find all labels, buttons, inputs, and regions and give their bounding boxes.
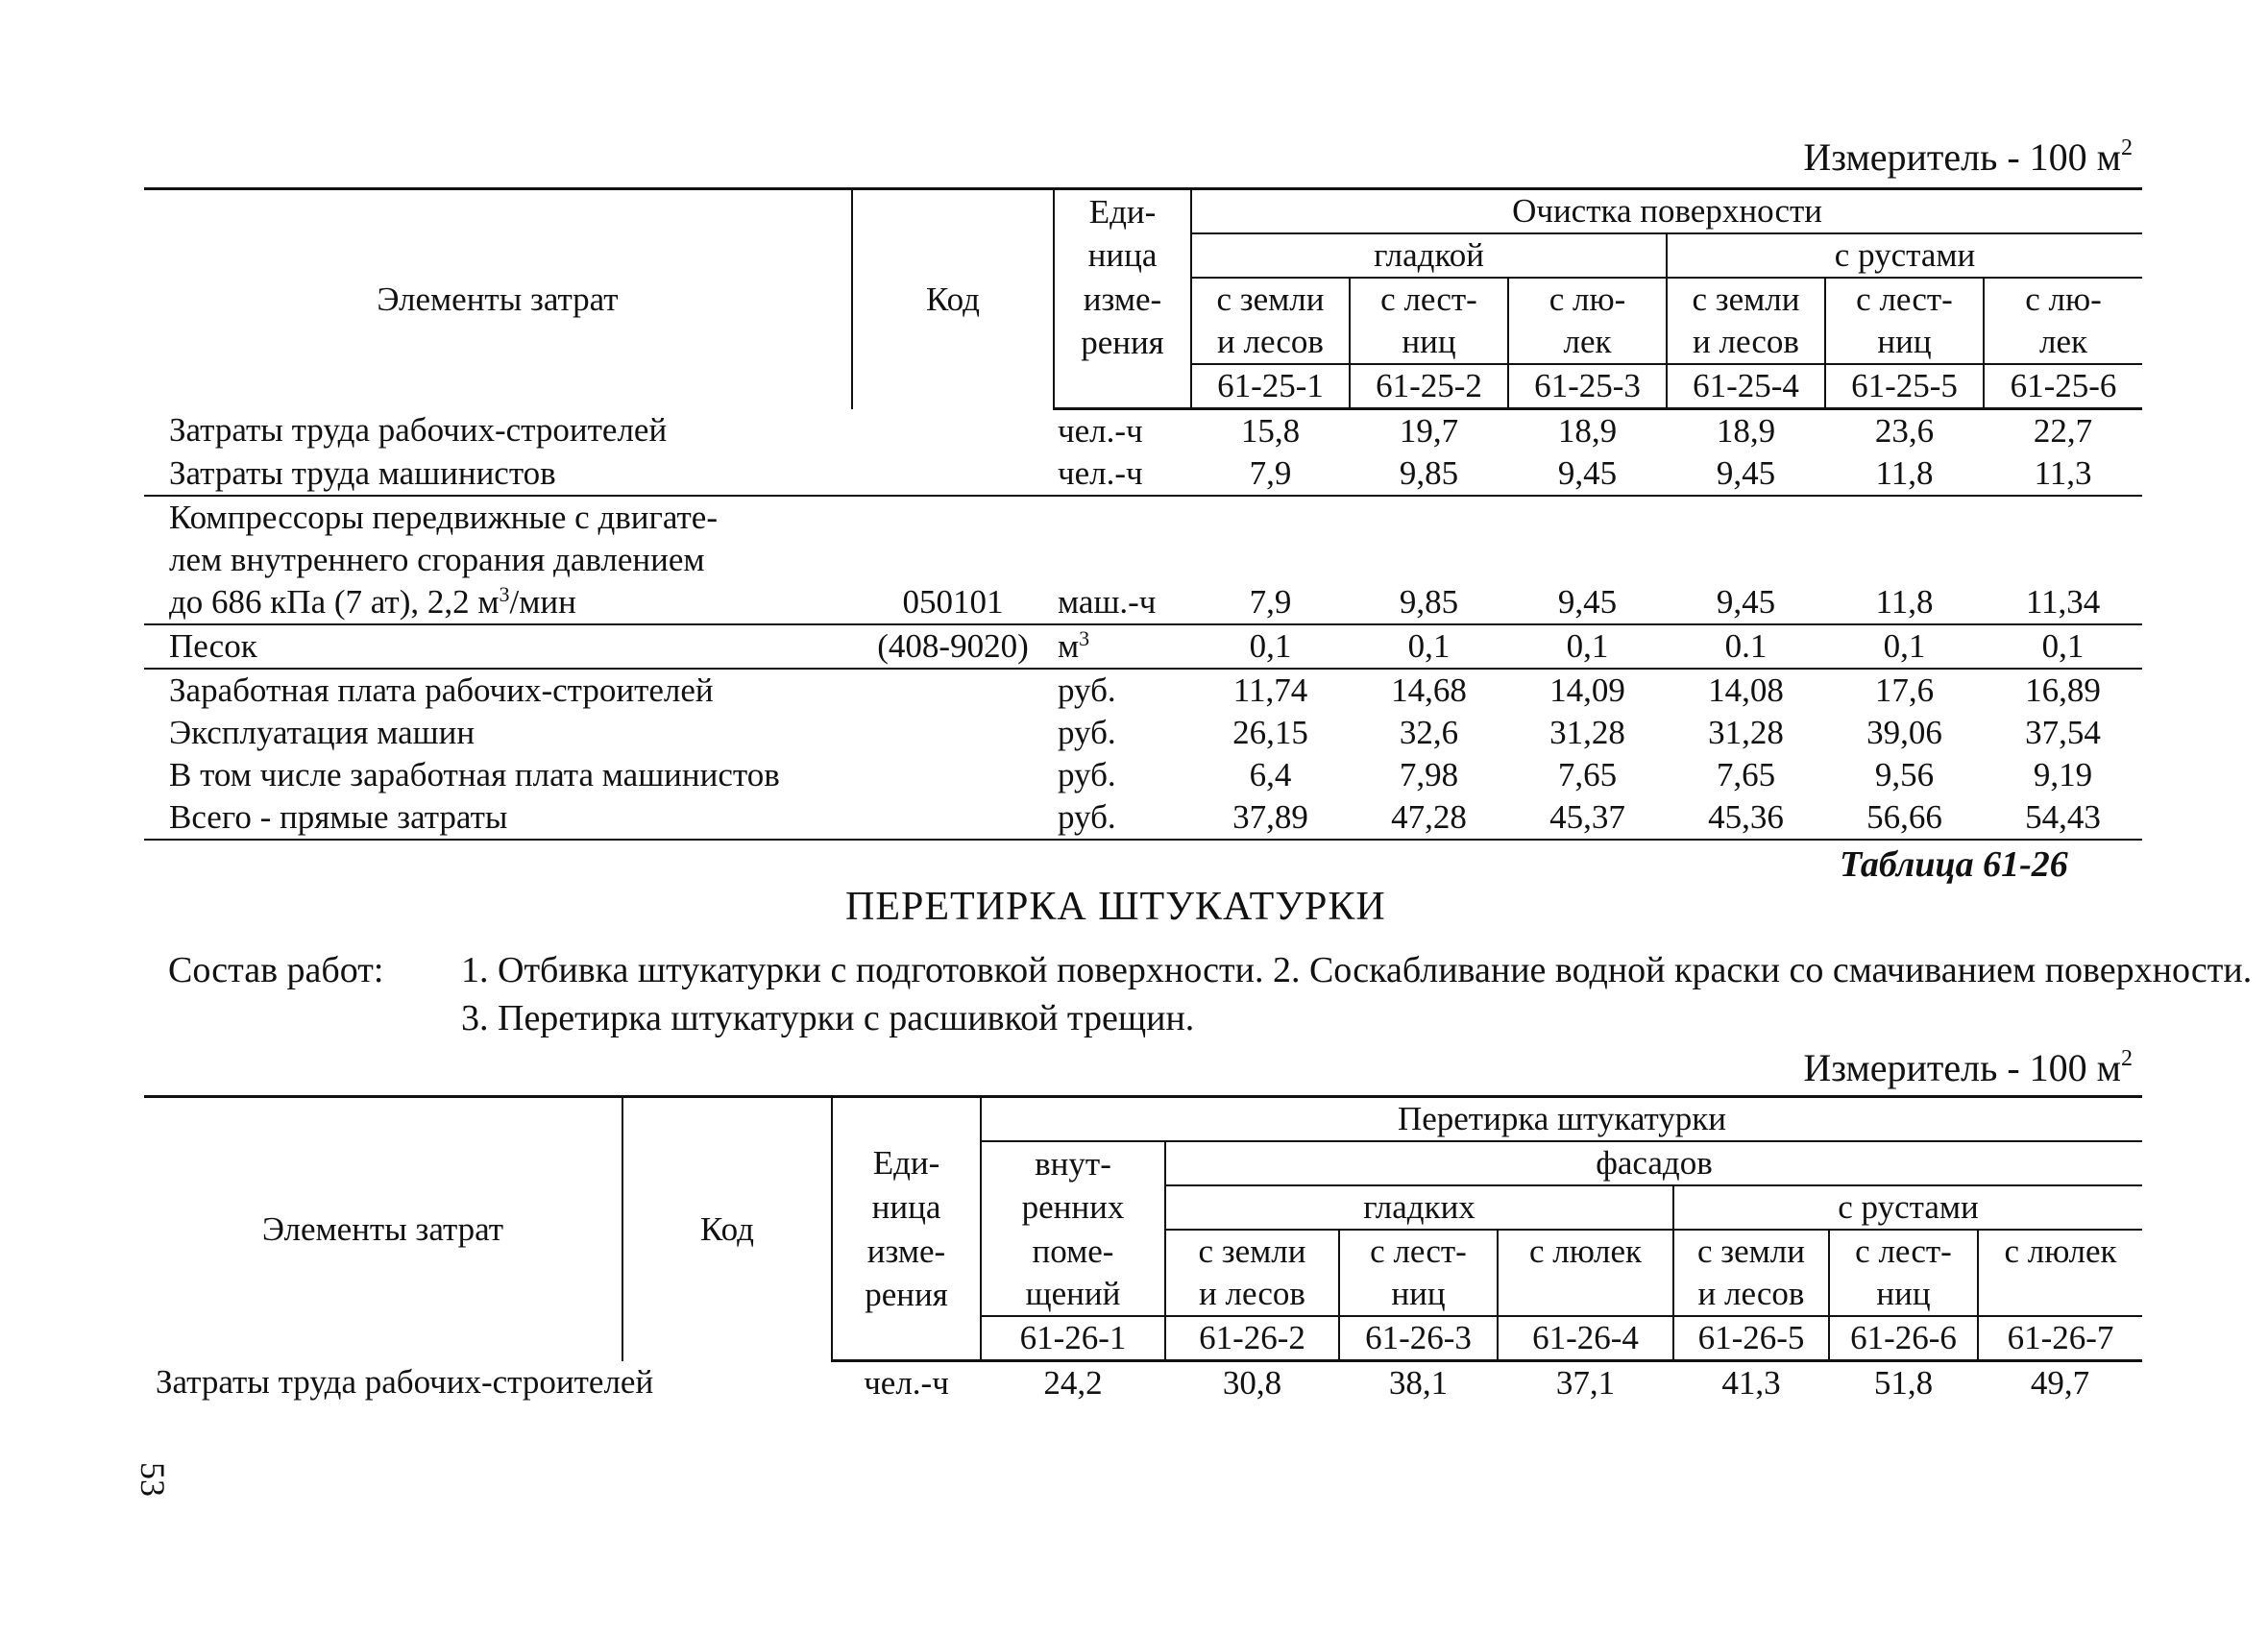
table-row bbox=[144, 796, 2142, 840]
row-value: 9,45 bbox=[1508, 452, 1667, 496]
header-col-2: с лест- bbox=[1350, 278, 1508, 321]
row-value: 0,1 bbox=[1825, 624, 1984, 669]
header-unit-empty bbox=[832, 1316, 981, 1361]
section-heading: ПЕРЕТИРКА ШТУКАТУРКИ bbox=[845, 885, 1386, 929]
row-unit bbox=[1054, 624, 1191, 669]
page-number: 53 bbox=[134, 1462, 172, 1497]
row-code bbox=[852, 452, 1054, 496]
row-value: 15,8 bbox=[1240, 412, 1301, 450]
header-col-6-line2: лек bbox=[1984, 321, 2142, 364]
row-value: 37,89 bbox=[1191, 796, 1350, 840]
row-value: 18,9 bbox=[1557, 412, 1618, 450]
row-value: 54,43 bbox=[1984, 796, 2142, 840]
row-value: 9,45 bbox=[1508, 581, 1667, 624]
row-value: 38,1 bbox=[1388, 1364, 1449, 1402]
row-value: 41,3 bbox=[1721, 1364, 1781, 1402]
row-unit: чел.-ч bbox=[1054, 452, 1191, 496]
row-unit: руб. bbox=[1054, 796, 1191, 840]
header-inner-line-3: поме- bbox=[981, 1230, 1165, 1273]
header-col-5-line2: ниц bbox=[1829, 1273, 1978, 1316]
row-value: 19,7 bbox=[1399, 412, 1459, 450]
row-value: 31,28 bbox=[1549, 714, 1625, 751]
row-value: 7,65 bbox=[1716, 756, 1776, 793]
row-code bbox=[852, 712, 1054, 754]
row-value: 0,1 bbox=[1191, 624, 1350, 669]
header-sub-smooth: гладких bbox=[1165, 1185, 1673, 1230]
code-61-25-4: 61-25-4 bbox=[1667, 364, 1825, 409]
code-61-26-7: 61-26-7 bbox=[1978, 1316, 2142, 1361]
header-col-3-line2 bbox=[1498, 1273, 1673, 1316]
table-row bbox=[144, 624, 2142, 669]
header-sub-rusts: с рустами bbox=[1673, 1185, 2142, 1230]
header-col-5-line2: ниц bbox=[1825, 321, 1984, 364]
header-col-4-line2: и лесов bbox=[1673, 1273, 1829, 1316]
row-value: 14,08 bbox=[1708, 671, 1784, 709]
row-name-text: до 686 кПа (7 ат), 2,2 м bbox=[169, 583, 500, 621]
row-value: 14,68 bbox=[1391, 671, 1467, 709]
row-value: 56,66 bbox=[1825, 796, 1984, 840]
row-name: Всего - прямые затраты bbox=[144, 796, 852, 840]
row-value: 7,9 bbox=[1191, 452, 1350, 496]
row-code: (408-9020) bbox=[852, 624, 1054, 669]
table1-measure bbox=[1633, 134, 2133, 180]
row-value: 39,06 bbox=[1866, 714, 1942, 751]
row-name: Затраты труда машинистов bbox=[144, 452, 852, 496]
row-code: 050101 bbox=[852, 581, 1054, 624]
row-value: 49,7 bbox=[2030, 1364, 2090, 1402]
header-col-1: с земли bbox=[1191, 278, 1350, 321]
row-unit-text: м bbox=[1058, 627, 1080, 665]
header-elements: Элементы затрат bbox=[377, 280, 619, 318]
measure-exponent: 2 bbox=[2121, 135, 2133, 160]
row-value: 26,15 bbox=[1232, 714, 1308, 751]
row-value: 47,28 bbox=[1350, 796, 1508, 840]
table-row bbox=[144, 581, 2142, 624]
code-61-26-3: 61-26-3 bbox=[1339, 1316, 1498, 1361]
header-unit-empty bbox=[1054, 364, 1191, 409]
row-code bbox=[852, 754, 1054, 796]
table-61-25 bbox=[144, 187, 2142, 841]
code-61-26-1: 61-26-1 bbox=[981, 1316, 1165, 1361]
row-value: 17,6 bbox=[1874, 671, 1935, 709]
row-unit: руб. bbox=[1058, 714, 1116, 751]
row-unit: руб. bbox=[1058, 671, 1116, 709]
header-unit-line-3: изме- bbox=[1054, 278, 1191, 321]
row-name: Эксплуатация машин bbox=[169, 714, 476, 751]
header-unit-line-4: рения bbox=[1054, 321, 1191, 364]
header-unit-blank bbox=[832, 1097, 981, 1142]
row-value: 11,3 bbox=[1984, 452, 2142, 496]
header-code: Код bbox=[622, 1097, 832, 1361]
row-value: 0,1 bbox=[1350, 624, 1508, 669]
row-value: 11,34 bbox=[1984, 581, 2142, 624]
row-name: Затраты труда рабочих-строителей bbox=[169, 411, 668, 450]
row-value: 9,85 bbox=[1350, 452, 1508, 496]
code-61-25-3: 61-25-3 bbox=[1508, 364, 1667, 409]
row-code bbox=[852, 669, 1054, 712]
header-col-4: с земли bbox=[1667, 278, 1825, 321]
header-sub-smooth: гладкой bbox=[1191, 233, 1667, 278]
composition-label: Состав работ: bbox=[168, 950, 384, 990]
row-name: Песок bbox=[144, 624, 852, 669]
row-value: 45,37 bbox=[1508, 796, 1667, 840]
row-unit: чел.-ч bbox=[864, 1364, 949, 1402]
row-value: 9,45 bbox=[1667, 452, 1825, 496]
header-col-5: с лест- bbox=[1825, 278, 1984, 321]
row-value: 23,6 bbox=[1874, 412, 1935, 450]
row-name: Затраты труда рабочих-строителей bbox=[156, 1363, 654, 1402]
row-unit: маш.-ч bbox=[1054, 581, 1191, 624]
row-value: 11,74 bbox=[1232, 671, 1308, 709]
row-value: 11,8 bbox=[1825, 452, 1984, 496]
header-col-2-line2: ниц bbox=[1350, 321, 1508, 364]
row-name-line-1: Компрессоры передвижные с двигате- bbox=[169, 499, 718, 536]
row-value: 14,09 bbox=[1549, 671, 1625, 709]
row-value: 9,56 bbox=[1874, 756, 1935, 793]
header-inner-line-4: щений bbox=[981, 1273, 1165, 1316]
header-unit-line-1: Еди- bbox=[832, 1141, 981, 1185]
row-unit: руб. bbox=[1058, 756, 1116, 793]
header-col-2: с лест- bbox=[1339, 1230, 1498, 1273]
row-name-exponent: 3 bbox=[499, 582, 510, 606]
header-inner-line-2: ренних bbox=[981, 1185, 1165, 1230]
row-value: 37,1 bbox=[1555, 1364, 1616, 1402]
row-value: 7,65 bbox=[1557, 756, 1618, 793]
table-row bbox=[144, 539, 2142, 581]
row-value: 7,9 bbox=[1191, 581, 1350, 624]
row-value: 18,9 bbox=[1716, 412, 1776, 450]
header-col-2-line2: ниц bbox=[1339, 1273, 1498, 1316]
row-value: 11,8 bbox=[1825, 581, 1984, 624]
header-code: Код bbox=[852, 189, 1054, 409]
table-row bbox=[144, 669, 2142, 712]
header-col-6: с люлек bbox=[1978, 1230, 2142, 1273]
row-unit-exponent: 3 bbox=[1079, 626, 1090, 650]
table2-measure bbox=[1633, 1045, 2133, 1090]
header-inner-line-1: внут- bbox=[981, 1141, 1165, 1185]
header-col-3: с лю- bbox=[1508, 278, 1667, 321]
row-blank bbox=[852, 496, 2142, 539]
header-col-1-line2: и лесов bbox=[1165, 1273, 1339, 1316]
row-value: 37,54 bbox=[2025, 714, 2101, 751]
header-unit-line-2: ница bbox=[1054, 233, 1191, 278]
table-61-26 bbox=[144, 1095, 2142, 1404]
header-col-3: с люлек bbox=[1498, 1230, 1673, 1273]
header-facades: фасадов bbox=[1165, 1141, 2142, 1185]
row-code bbox=[852, 409, 1054, 453]
table-caption: Таблица 61-26 bbox=[1840, 844, 2068, 885]
row-value: 9,85 bbox=[1350, 581, 1508, 624]
row-blank bbox=[852, 539, 2142, 581]
header-unit-line-2: ница bbox=[832, 1185, 981, 1230]
row-name: Заработная плата рабочих-строителей bbox=[169, 671, 714, 709]
header-col-3-line2: лек bbox=[1508, 321, 1667, 364]
table-row bbox=[144, 496, 2142, 539]
row-value: 30,8 bbox=[1222, 1364, 1282, 1402]
header-col-6-line2 bbox=[1978, 1273, 2142, 1316]
header-unit-line-3: изме- bbox=[832, 1230, 981, 1273]
header-col-4: с земли bbox=[1673, 1230, 1829, 1273]
measure-label: Измеритель - 100 м bbox=[1803, 1046, 2121, 1089]
table-row bbox=[144, 754, 2142, 796]
row-value: 0,1 bbox=[1984, 624, 2142, 669]
row-value: 6,4 bbox=[1249, 756, 1292, 793]
table-row bbox=[144, 712, 2142, 754]
work-composition bbox=[168, 946, 2253, 1052]
row-value: 0.1 bbox=[1667, 624, 1825, 669]
row-value: 9,45 bbox=[1667, 581, 1825, 624]
row-value: 7,98 bbox=[1399, 756, 1459, 793]
header-col-4-line2: и лесов bbox=[1667, 321, 1825, 364]
header-col-5: с лест- bbox=[1829, 1230, 1978, 1273]
code-61-25-1: 61-25-1 bbox=[1191, 364, 1350, 409]
code-61-25-6: 61-25-6 bbox=[1984, 364, 2142, 409]
header-col-6: с лю- bbox=[1984, 278, 2142, 321]
row-value: 31,28 bbox=[1708, 714, 1784, 751]
row-value: 0,1 bbox=[1508, 624, 1667, 669]
row-name: В том числе заработная плата машинистов bbox=[169, 756, 780, 793]
row-value: 32,6 bbox=[1399, 714, 1459, 751]
header-col-1-line2: и лесов bbox=[1191, 321, 1350, 364]
row-value: 16,89 bbox=[2025, 671, 2101, 709]
table-row bbox=[144, 409, 2142, 453]
table-row bbox=[144, 452, 2142, 496]
code-61-25-2: 61-25-2 bbox=[1350, 364, 1508, 409]
row-value: 45,36 bbox=[1667, 796, 1825, 840]
code-61-25-5: 61-25-5 bbox=[1825, 364, 1984, 409]
measure-exponent: 2 bbox=[2121, 1046, 2133, 1071]
code-61-26-6: 61-26-6 bbox=[1829, 1316, 1978, 1361]
table-row bbox=[144, 1361, 2142, 1405]
code-61-26-5: 61-26-5 bbox=[1673, 1316, 1829, 1361]
code-61-26-4: 61-26-4 bbox=[1498, 1316, 1673, 1361]
header-group: Очистка поверхности bbox=[1191, 189, 2142, 234]
measure-label: Измеритель - 100 м bbox=[1803, 135, 2121, 179]
header-unit-line-1: Еди- bbox=[1054, 189, 1191, 234]
row-name-tail: /мин bbox=[509, 583, 576, 621]
composition-text: 1. Отбивка штукатурки с подготовкой поверхности. 2. Соскабливание водной краски со смачиванием поверхности. 3. Перетирка штукатурки с расшивкой трещин. bbox=[461, 950, 2253, 1038]
row-name-line-2: лем внутреннего сгорания давлением bbox=[169, 541, 705, 578]
row-value: 9,19 bbox=[2033, 756, 2093, 793]
row-code bbox=[852, 796, 1054, 840]
row-value: 22,7 bbox=[2033, 412, 2093, 450]
header-col-1: с земли bbox=[1165, 1230, 1339, 1273]
header-elements: Элементы затрат bbox=[261, 1209, 504, 1248]
header-group: Перетирка штукатурки bbox=[981, 1097, 2142, 1142]
header-sub-rusts: с рустами bbox=[1667, 233, 2142, 278]
row-value: 51,8 bbox=[1873, 1364, 1934, 1402]
row-value: 24,2 bbox=[1043, 1364, 1103, 1402]
row-unit: чел.-ч bbox=[1058, 412, 1143, 450]
header-unit-line-4: рения bbox=[832, 1273, 981, 1316]
row-name-line-3 bbox=[144, 581, 852, 624]
code-61-26-2: 61-26-2 bbox=[1165, 1316, 1339, 1361]
